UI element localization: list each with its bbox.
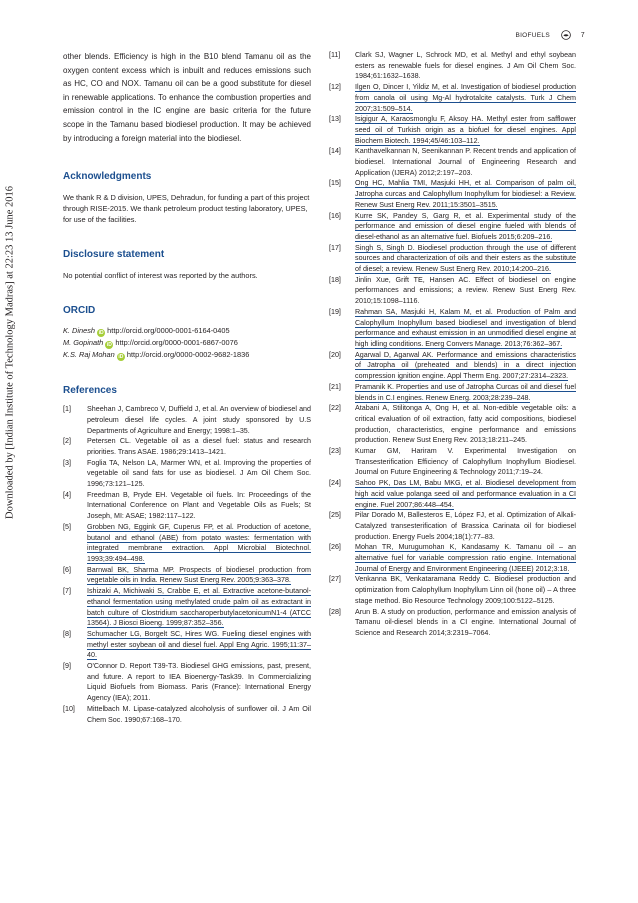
reference-item (329, 607, 576, 639)
orcid-entry (63, 337, 311, 349)
reference-text: Mittelbach M. Lipase-catalyzed alcoholysis of sunflower oil. J Am Oil Chem Soc. 1990;67:168–170. (87, 704, 311, 724)
reference-number: [8] (63, 629, 71, 638)
reference-text: Atabani A, Stilitonga A, Ong H, et al. Non-edible vegetable oils: a critical evaluation of oil extraction, fatty acid compositions, biodiesel production, characteristics, engine performance and emissions production. Renew Sust Energ Rev. 2013;18:211–245. (355, 404, 576, 445)
reference-item (63, 522, 311, 565)
journal-name: BIOFUELS (515, 32, 550, 39)
orcid-icon: iD (98, 330, 104, 337)
reference-number: [4] (63, 490, 71, 499)
reference-link[interactable]: Sahoo PK, Das LM, Babu MKG, et al. Biodiesel development from high acid value polanga seed oil and performance evaluation in a CI engine. Fuel 2007;86:448–454. (355, 479, 576, 509)
reference-text: Jinlin Xue, Grift TE, Hansen AC. Effect of biodiesel on engine performances and emissions; a review. Renew Sust Energ Rev. 2010;15:1098–1116. (355, 275, 576, 306)
reference-link[interactable]: Mohan TR, Murugumohan K, Kandasamy K. Tamanu oil – an alternative fuel for variable compression ratio engine. International Journal of Energy and Environment Engineering (IJEEE) 2012;3:18. (355, 543, 576, 573)
reference-number: [11] (329, 51, 341, 59)
reference-text: O'Connor D. Report T39-T3. Biodiesel GHG emissions, past, present, and future. A report to IEA Bioenergy-Task39. In Commercializing Liquid Biofuels from Biomass. Paris (France): International Energy Agency (IEA); 2011. (87, 662, 311, 703)
acknowledgments-text: We thank R & D division, UPES, Dehradun, for funding a part of this project through RISE-2015. We thank petroleum product testing laboratory, UPES, for use of the facilities. (63, 193, 310, 225)
reference-number: [24] (329, 479, 341, 488)
reference-number: [10] (63, 704, 75, 713)
references-right-list (329, 50, 576, 639)
orcid-link[interactable]: http://orcid.org/0000-0002-9682-1836 (126, 350, 250, 360)
reference-number: [13] (329, 115, 341, 124)
reference-link[interactable]: Schumacher LG, Borgelt SC, Hires WG. Fueling diesel engines with methyl ester soybean oil and diesel fuel. Appl Eng Agric. 1995;11:37–40. (87, 629, 311, 660)
download-notice (4, 95, 16, 615)
reference-text: Sheehan J, Cambreco V, Duffield J, et al. An overview of biodiesel and petroleum diesel life cycles. A joint study sponsored by U.S Departments of Agriculture and Energy; 1998:1–35. (87, 405, 311, 435)
orcid-author: K. Dinesh (63, 326, 96, 336)
reference-item (329, 350, 576, 382)
reference-item (329, 542, 576, 574)
reference-item (63, 436, 311, 457)
references-heading: References (63, 385, 117, 397)
reference-text: Foglia TA, Nelson LA, Marmer WN, et al. Improving the properties of vegetable oil sand fats for use as biodiesel. J Am Oil Chem Soc. 1996;73:121–125. (87, 458, 311, 489)
reference-link[interactable]: Kurre SK, Pandey S, Garg R, et al. Experimental study of the performance and emission of diesel engine fueled with blends of diesel-ethanol as an alternative fuel. Biofuels 2015;6:209–216. (355, 211, 576, 241)
reference-number: [1] (63, 405, 71, 414)
reference-item (329, 478, 576, 510)
reference-link[interactable]: Grobben NG, Eggink GF, Cuperus FP, et al. Production of acetone, butanol and ethanol (ABE) from potato wastes: fermentation with integrated membrane extraction. Appl Microbial Biotechnol. 1993;39:494–498. (87, 522, 311, 563)
orcid-link[interactable]: http://orcid.org/0000-0001-6164-0405 (107, 326, 230, 336)
running-header (500, 31, 610, 43)
orcid-heading: ORCID (63, 305, 96, 317)
reference-item (63, 704, 311, 725)
reference-number: [2] (63, 437, 71, 446)
reference-text: Venkanna BK, Venkataramana Reddy C. Biodiesel production and optimization from Calophyllum Inophyllum Linn oil (hone oil) – A three stage method. Bio Resource Technology 2009;100:5122–5125. (355, 575, 576, 605)
acknowledgments-heading: Acknowledgments (63, 171, 152, 183)
reference-item (63, 404, 311, 436)
journal-logo-icon (561, 30, 571, 40)
download-notice-text: Downloaded by [Indian Institute of Technology Madras] at 22:23 13 June 2016 (4, 186, 16, 519)
reference-number: [28] (329, 607, 341, 616)
reference-number: [3] (63, 458, 71, 467)
reference-link[interactable]: Ilgen O, Dincer I, Yildiz M, et al. Investigation of biodiesel production from canola oil using Mg-Al hydrotalcite catalysts. Turk J Chem 2007;31:509–514. (355, 83, 576, 113)
reference-item (329, 243, 576, 275)
orcid-entry (63, 349, 311, 361)
reference-text: Freedman B, Pryde EH. Vegetable oil fuels. In: Proceedings of the International Conference on Plant and Vegetable Oils as Fuels; St Joseph, MI: ASAE; 1982:117–122. (87, 490, 311, 521)
reference-item (329, 50, 576, 82)
reference-item (329, 114, 576, 146)
reference-text: Kanthavelkannan N, Seenikannan P. Recent trends and application of biodiesel. International Journal of Engineering Research and Application (IJERA) 2012;2:197–203. (355, 147, 576, 177)
reference-item (63, 586, 311, 629)
reference-number: [14] (329, 147, 341, 156)
reference-item (329, 178, 576, 210)
reference-link[interactable]: Singh S, Singh D. Biodiesel production through the use of different sources and characterization of oils and their esters as the substitute of diesel; a review. Renew Sust Energ Rev. 2010;14:200–216. (355, 243, 576, 274)
reference-number: [15] (329, 179, 341, 188)
reference-number: [22] (329, 404, 341, 413)
reference-item (329, 275, 576, 307)
reference-item (329, 446, 576, 478)
body-paragraph: other blends. Efficiency is high in the B10 blend Tamanu oil as the oxygen content excess which is inbuilt and reduces emissions such as HC, CO and NOX. Tamanu oil can be a good substitute for diesel in renewable applications. To enhance the combustion properties and emission control in the IC engine are basic criteria for the future scope in the Tamanu based biodiesel production. It may be achieved by introducing a foreign material into the biodiesel. (63, 52, 311, 143)
reference-link[interactable]: Agarwal D, Agarwal AK. Performance and emissions characteristics of Jatropha oil (preheated and blends) in a direct injection compression ignition engine. Appl Therm Eng. 2007;27:2314–2323. (355, 350, 576, 381)
references-left-list (63, 404, 311, 725)
reference-item (329, 82, 576, 114)
reference-link[interactable]: Isigigur A, Karaosmonglu F, Aksoy HA. Methyl ester from safflower seed oil of Turkish origin as a biofuel for diesel engines. Appl Biochem Biotech. 1994;45/46:103–112. (355, 115, 576, 145)
orcid-icon: iD (118, 354, 124, 361)
reference-item (329, 146, 576, 178)
reference-number: [26] (329, 543, 341, 552)
reference-text: Kumar GM, Hariram V. Experimental Investigation on Transesterification Efficiency of Calophyllum Inophyllum Biodiesel. Journal on Future Engineering & Technology 2011;7:19–24. (355, 447, 576, 477)
reference-number: [7] (63, 587, 71, 596)
reference-item (329, 307, 576, 350)
reference-link[interactable]: Ong HC, Mahlia TMI, Masjuki HH, et al. Comparison of palm oil, Jatropha curcas and Calophyllum Inophyllum for biodiesel: a Review. Renew Sust Energ Rev. 2011;15:3501–3515. (355, 179, 576, 209)
reference-link[interactable]: Rahman SA, Masjuki H, Kalam M, et al. Production of Palm and Calophyllum Inophyllum based biodiesel and investigation of blend performance and exhaust emission in an unmodified diesel engine at high idling conditions. Energ Convers Manage. 2013;76:362–367. (355, 307, 576, 348)
reference-number: [27] (329, 575, 341, 584)
reference-number: [9] (63, 662, 71, 671)
orcid-icon: iD (106, 342, 112, 349)
reference-item (329, 403, 576, 446)
left-column (63, 50, 311, 725)
reference-number: [25] (329, 511, 341, 520)
reference-item (63, 565, 311, 586)
reference-item (329, 211, 576, 243)
reference-text: Clark SJ, Wagner L, Schrock MD, et al. Methyl and ethyl soybean esters as renewable fuels for diesel engines. J Am Oil Chem Soc. 1984;61:1632–1638. (355, 51, 576, 81)
reference-number: [16] (329, 211, 341, 220)
orcid-link[interactable]: http://orcid.org/0000-0001-6867-0076 (115, 338, 238, 348)
reference-item (329, 510, 576, 542)
reference-text: Pilar Dorado M, Ballesteros E, López FJ, et al. Optimization of Alkali-Catalyzed transesterification of Brassica Carinata oil for biodiesel production. Energy Fuels 2004;18(1):77–83. (355, 511, 576, 541)
reference-number: [12] (329, 83, 341, 92)
reference-number: [19] (329, 307, 341, 316)
orcid-author: M. Gopinath (63, 338, 104, 348)
orcid-entry (63, 325, 311, 337)
reference-number: [20] (329, 350, 341, 359)
reference-link[interactable]: Barnwal BK, Sharma MP. Prospects of biodiesel production from vegetable oils in India. Renew Sust Energ Rev. 2005;9:363–378. (87, 565, 311, 585)
reference-link[interactable]: Pramanik K. Properties and use of Jatropha Curcas oil and diesel fuel blends in C.I engines. Renew Energ. 2003;28:239–248. (355, 382, 576, 402)
reference-number: [18] (329, 275, 341, 284)
reference-item (63, 661, 311, 704)
orcid-list (63, 325, 311, 361)
reference-item (329, 382, 576, 403)
disclosure-text: No potential conflict of interest was reported by the authors. (63, 271, 258, 281)
reference-item (63, 458, 311, 490)
reference-item (63, 490, 311, 522)
right-column (329, 50, 576, 639)
disclosure-heading: Disclosure statement (63, 249, 165, 261)
reference-number: [6] (63, 565, 71, 574)
reference-item (329, 574, 576, 606)
reference-text: Arun B. A study on production, performance and emission analysis of Tamanu oil-diesel blends in a CI engine. International Journal of Science and Research 2014;3:2319–7064. (355, 607, 576, 637)
reference-number: [5] (63, 522, 71, 531)
page-number: 7 (580, 32, 585, 39)
reference-item (63, 629, 311, 661)
reference-number: [17] (329, 243, 341, 252)
orcid-author: K.S. Raj Mohan (63, 350, 115, 360)
reference-number: [23] (329, 447, 341, 456)
reference-text: Petersen CL. Vegetable oil as a diesel fuel: status and research priorities. Trans ASAE. 1986;29:1413–1421. (87, 437, 311, 456)
reference-link[interactable]: Ishizaki A, Michiwaki S, Crabbe E, et al. Extractive acetone-butanol-ethanol fermentation using methylated crude palm oil as extractant in batch culture of Clostridium saccharoperbutylacetonicumN1-4 (ATCC 13564). J Biosci Bioeng. 1999;87:352–356. (87, 587, 311, 628)
reference-number: [21] (329, 382, 341, 391)
